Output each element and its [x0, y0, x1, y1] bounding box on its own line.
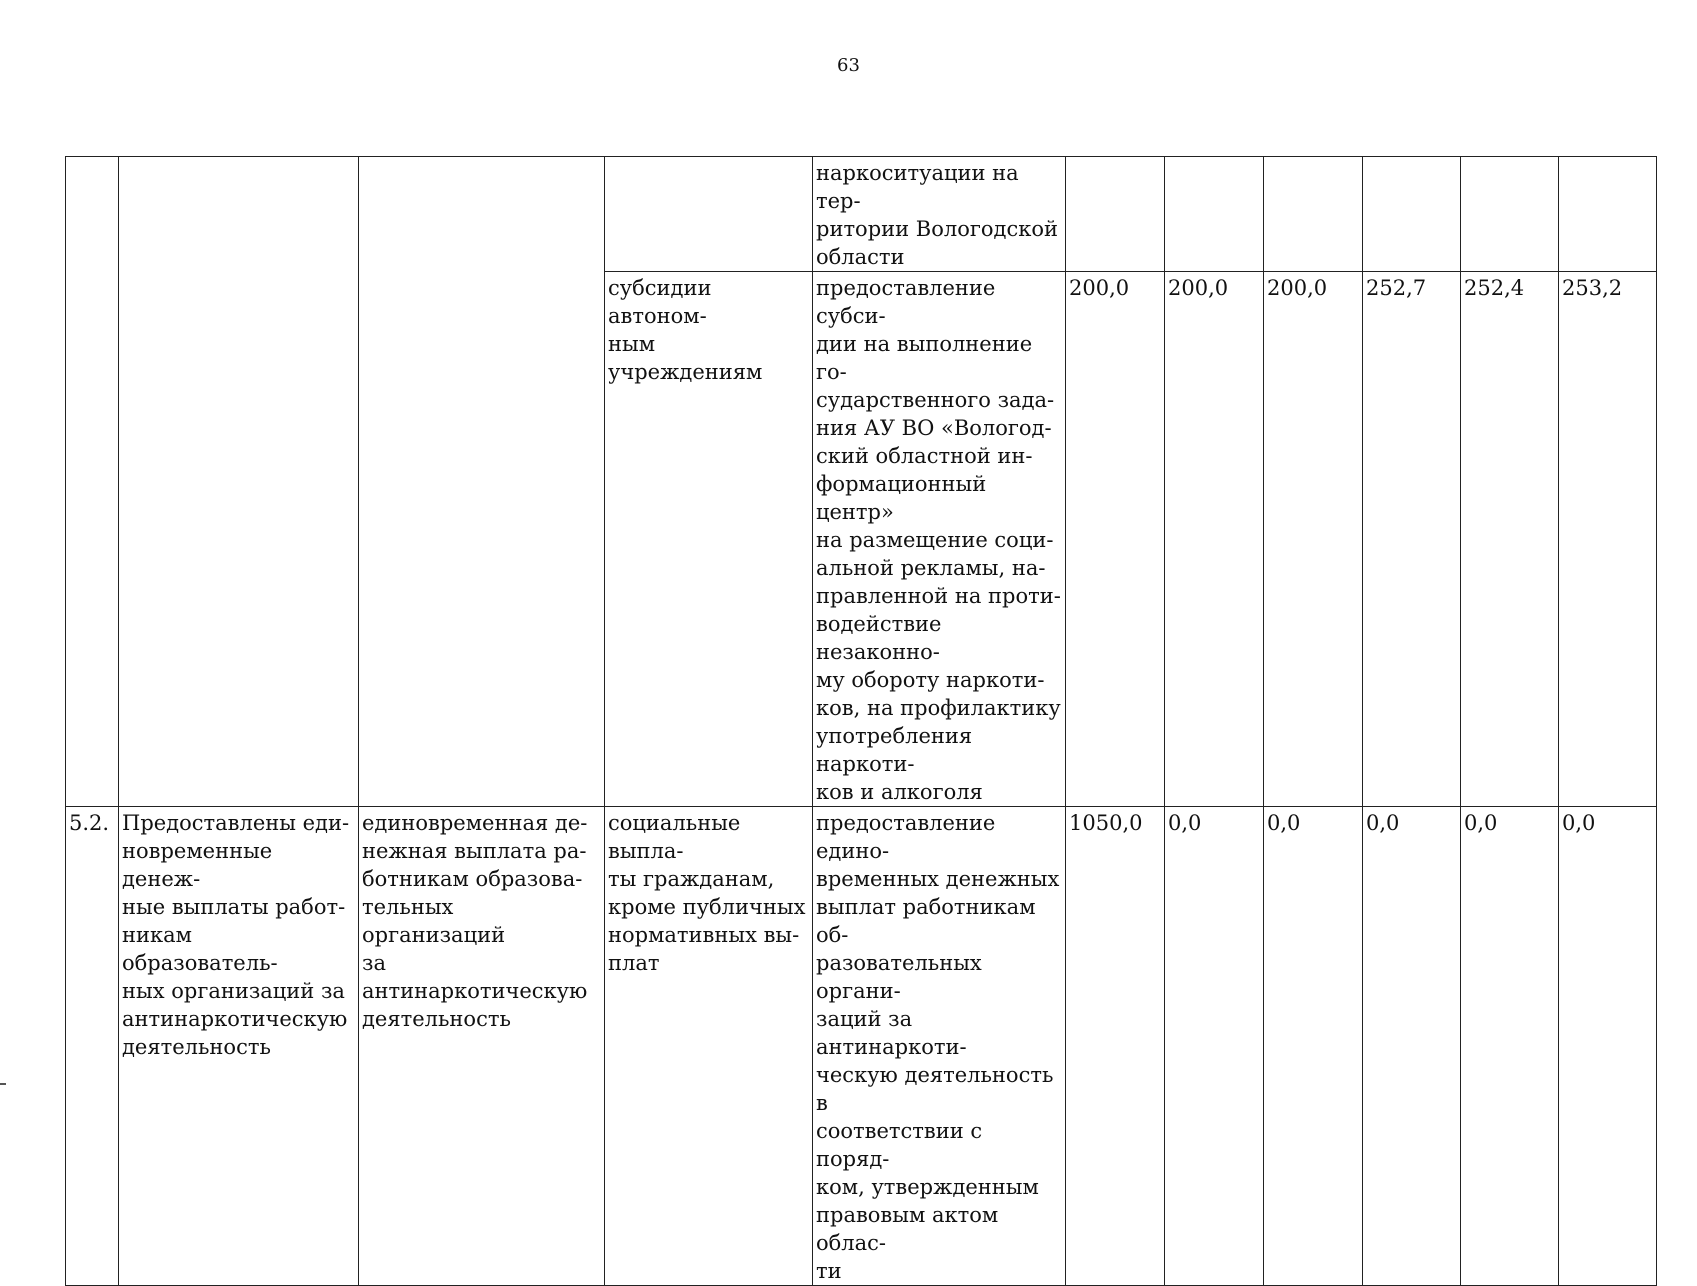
table-row: [66, 807, 1657, 1286]
cell-value: [1363, 157, 1461, 272]
cell-number: 5.2.: [66, 807, 119, 1286]
margin-mark: [0, 1083, 6, 1085]
cell-value: [1165, 157, 1264, 272]
cell-value: 1050,0: [1066, 807, 1165, 1286]
cell-value: [1559, 157, 1657, 272]
cell-number: [66, 157, 119, 807]
cell-value: 200,0: [1066, 272, 1165, 807]
cell-result: [119, 157, 359, 807]
budget-table: [65, 156, 1657, 1286]
table-row: [66, 157, 1657, 272]
cell-value: [1066, 157, 1165, 272]
cell-description: предоставление едино- временных денежных выплат работникам об- разовательных органи- заций за антинаркоти- ческую деятельность в соответствии с поряд- ком, утвержденным правовым актом облас- ти: [813, 807, 1066, 1286]
cell-expense-type: социальные выпла- ты гражданам, кроме публичных нормативных вы- плат: [605, 807, 813, 1286]
cell-measure: [359, 157, 605, 807]
cell-value: 252,4: [1461, 272, 1559, 807]
cell-value: 0,0: [1363, 807, 1461, 1286]
cell-value: 200,0: [1264, 272, 1363, 807]
cell-value: [1264, 157, 1363, 272]
cell-value: [1461, 157, 1559, 272]
cell-value: 0,0: [1264, 807, 1363, 1286]
cell-value: 0,0: [1165, 807, 1264, 1286]
cell-result: Предоставлены еди- новременные денеж- ные выплаты работ- никам образователь- ных организаций за антинаркотическую деятельность: [119, 807, 359, 1286]
cell-value: 252,7: [1363, 272, 1461, 807]
cell-measure: единовременная де- нежная выплата ра- ботникам образова- тельных организаций за антинаркотическую деятельность: [359, 807, 605, 1286]
cell-value: 0,0: [1559, 807, 1657, 1286]
cell-expense-type: [605, 157, 813, 272]
cell-description: наркоситуации на тер- ритории Вологодской области: [813, 157, 1066, 272]
cell-value: 200,0: [1165, 272, 1264, 807]
page-number: 63: [837, 55, 860, 76]
cell-expense-type: субсидии автоном- ным учреждениям: [605, 272, 813, 807]
cell-value: 0,0: [1461, 807, 1559, 1286]
cell-value: 253,2: [1559, 272, 1657, 807]
cell-description: предоставление субси- дии на выполнение го- сударственного зада- ния АУ ВО «Вологод- ский областной ин- формационный центр» на размещение соци- альной рекламы, на- правленной на проти- водействие незаконно- му обороту наркоти- ков, на профилактику употребления наркоти- ков и алкоголя: [813, 272, 1066, 807]
